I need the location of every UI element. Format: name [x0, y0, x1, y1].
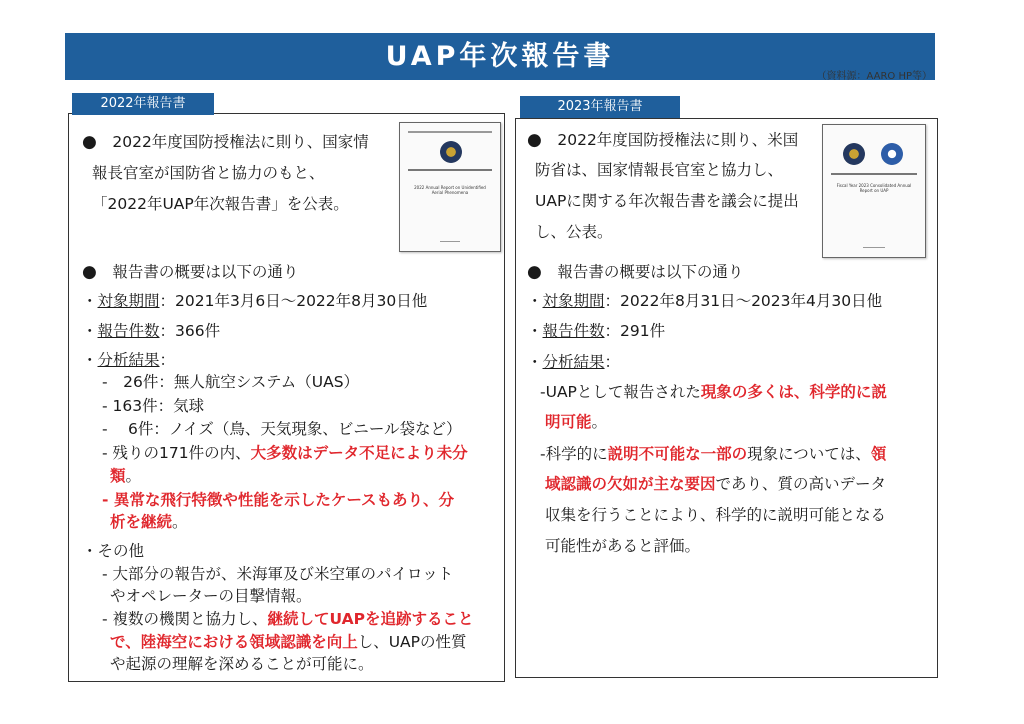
left-analysis-flight-1: - 異常な飛行特徴や性能を示したケースもあり、分: [102, 491, 455, 509]
left-analysis-clutter: - 6件：ノイズ（鳥、天気現象、ビニール袋など）: [102, 420, 462, 438]
bullet-icon: ●: [527, 262, 542, 282]
left-other-line-5: や起源の理解を深めることが可能に。: [110, 655, 374, 673]
report-2023-thumbnail-title: Fiscal Year 2023 Consolidated Annual Report on UAP: [836, 183, 912, 193]
left-other-line-3: - 複数の機関と協力し、継続してUAPを追跡すること: [102, 610, 474, 628]
right-analysis-b2: 域認識の欠如が主な要因であり、質の高いデータ: [545, 475, 887, 493]
left-intro-line-3: 「2022年UAP年次報告書」を公表。: [92, 195, 349, 213]
source-note: （資料源：AARO HP等）: [816, 71, 932, 82]
left-analysis-uas: - 26件：無人航空システム（UAS）: [102, 373, 360, 391]
bullet-icon: ●: [82, 132, 97, 152]
left-other-label: ・その他: [82, 542, 145, 560]
left-analysis-label: ・分析結果：: [82, 351, 176, 369]
left-other-line-2: やオペレーターの目撃情報。: [110, 587, 312, 605]
left-analysis-balloon: - 163件：気球: [102, 397, 205, 415]
report-2022-thumbnail-title: 2022 Annual Report on Unidentified Aerial Phenomena: [414, 185, 486, 195]
report-2022-thumbnail: [399, 122, 501, 252]
left-intro-line-1: ● 2022年度国防授権法に則り、国家情: [82, 132, 369, 152]
bullet-icon: ●: [82, 262, 97, 282]
right-analysis-label: ・分析結果：: [527, 353, 621, 371]
report-2023-tab: 2023年報告書: [520, 96, 680, 118]
left-analysis-rest-1: - 残りの171件の内、大多数はデータ不足により未分: [102, 444, 468, 462]
bullet-icon: ●: [527, 130, 542, 150]
left-summary-heading: ● 報告書の概要は以下の通り: [82, 262, 299, 282]
left-intro-line-2: 報長官室が国防省と協力のもと、: [92, 164, 325, 182]
right-analysis-b3: 収集を行うことにより、科学的に説明可能となる: [545, 506, 887, 524]
right-summary-heading: ● 報告書の概要は以下の通り: [527, 262, 744, 282]
right-period: ・対象期間：2022年8月31日～2023年4月30日他: [527, 292, 883, 310]
right-count: ・報告件数：291件: [527, 322, 666, 340]
right-analysis-a2: 明可能。: [545, 413, 608, 431]
right-analysis-b4: 可能性があると評価。: [545, 537, 701, 555]
report-2022-tab: 2022年報告書: [72, 93, 214, 115]
right-intro-line-2: 防省は、国家情報長官室と協力し、: [535, 161, 784, 179]
page-title: UAP年次報告書: [65, 33, 935, 80]
dod-seal-icon: [881, 143, 903, 165]
report-2023-thumbnail: [822, 124, 926, 258]
odni-seal-icon: [440, 141, 462, 163]
right-intro-line-4: し、公表。: [535, 223, 613, 241]
left-period: ・対象期間：2021年3月6日～2022年8月30日他: [82, 292, 428, 310]
right-analysis-b1: -科学的に説明不可能な一部の現象については、領: [540, 445, 887, 463]
left-other-line-1: - 大部分の報告が、米海軍及び米空軍のパイロット: [102, 565, 454, 583]
left-other-line-4: で、陸海空における領域認識を向上し、UAPの性質: [110, 633, 467, 651]
odni-seal-icon: [843, 143, 865, 165]
left-analysis-flight-2: 析を継続。: [110, 513, 188, 531]
right-intro-line-1: ● 2022年度国防授権法に則り、米国: [527, 130, 799, 150]
right-intro-line-3: UAPに関する年次報告書を議会に提出: [535, 192, 799, 210]
right-analysis-a1: -UAPとして報告された現象の多くは、科学的に説: [540, 383, 887, 401]
left-count: ・報告件数：366件: [82, 322, 221, 340]
left-analysis-rest-2: 類。: [110, 467, 142, 485]
